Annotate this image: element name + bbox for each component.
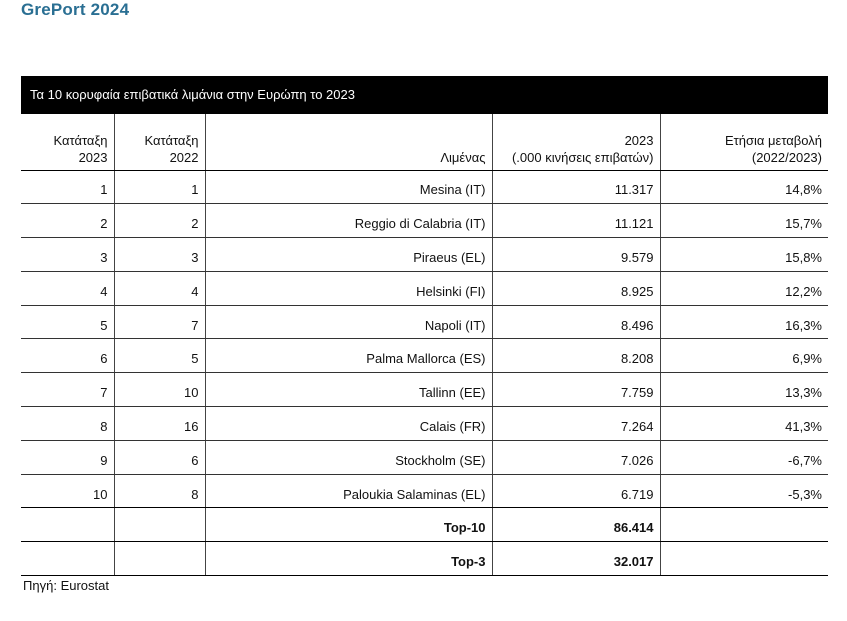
header-port-label: Λιμένας <box>440 149 486 165</box>
cell-change: 15,7% <box>660 204 828 238</box>
cell-rank-2023: 7 <box>21 373 114 407</box>
cell-change: 13,3% <box>660 373 828 407</box>
cell-rank-2023: 10 <box>21 474 114 508</box>
total-empty-cell <box>660 542 828 576</box>
cell-change: 15,8% <box>660 238 828 272</box>
cell-rank-2022: 1 <box>114 170 205 204</box>
cell-change: -6,7% <box>660 440 828 474</box>
total-empty-cell <box>660 508 828 542</box>
cell-volume: 7.759 <box>492 373 660 407</box>
table-row <box>21 305 828 339</box>
total-empty-cell <box>114 508 205 542</box>
cell-rank-2022: 3 <box>114 238 205 272</box>
cell-rank-2023: 3 <box>21 238 114 272</box>
cell-port: Reggio di Calabria (IT) <box>205 204 492 238</box>
cell-volume: 11.121 <box>492 204 660 238</box>
cell-change: 6,9% <box>660 339 828 373</box>
cell-change: 12,2% <box>660 271 828 305</box>
cell-rank-2023: 2 <box>21 204 114 238</box>
cell-port: Tallinn (EE) <box>205 373 492 407</box>
table-title: Τα 10 κορυφαία επιβατικά λιμάνια στην Ευρώπη το 2023 <box>21 76 828 114</box>
cell-rank-2022: 6 <box>114 440 205 474</box>
cell-volume: 7.026 <box>492 440 660 474</box>
table-row <box>21 170 828 204</box>
cell-rank-2022: 8 <box>114 474 205 508</box>
table-row <box>21 440 828 474</box>
header-port <box>205 114 492 170</box>
cell-volume: 6.719 <box>492 474 660 508</box>
table-header-row <box>21 114 828 170</box>
cell-change: -5,3% <box>660 474 828 508</box>
total-label: Top-10 <box>205 508 492 542</box>
total-empty-cell <box>21 542 114 576</box>
table-row <box>21 238 828 272</box>
header-rank-2023 <box>21 114 114 170</box>
cell-port: Stockholm (SE) <box>205 440 492 474</box>
cell-port: Calais (FR) <box>205 407 492 441</box>
cell-volume: 11.317 <box>492 170 660 204</box>
cell-port: Palma Mallorca (ES) <box>205 339 492 373</box>
cell-rank-2023: 9 <box>21 440 114 474</box>
total-volume: 32.017 <box>492 542 660 576</box>
total-row-top3 <box>21 542 828 576</box>
total-empty-cell <box>114 542 205 576</box>
cell-rank-2022: 10 <box>114 373 205 407</box>
header-volume <box>492 114 660 170</box>
cell-rank-2022: 7 <box>114 305 205 339</box>
total-empty-cell <box>21 508 114 542</box>
cell-rank-2023: 5 <box>21 305 114 339</box>
ports-table <box>21 114 828 576</box>
header-change-line2: (2022/2023) <box>751 149 822 165</box>
cell-rank-2023: 8 <box>21 407 114 441</box>
cell-port: Helsinki (FI) <box>205 271 492 305</box>
brand-title: GrePort 2024 <box>21 0 130 19</box>
header-rank-2022 <box>114 114 205 170</box>
total-label: Top-3 <box>205 542 492 576</box>
header-change-line1: Ετήσια μεταβολή <box>724 132 822 148</box>
table-row <box>21 373 828 407</box>
cell-port: Piraeus (EL) <box>205 238 492 272</box>
cell-rank-2022: 4 <box>114 271 205 305</box>
cell-change: 41,3% <box>660 407 828 441</box>
table-row <box>21 204 828 238</box>
cell-volume: 8.208 <box>492 339 660 373</box>
table-row <box>21 271 828 305</box>
header-volume-line2: (.000 κινήσεις επιβατών) <box>511 149 654 165</box>
cell-volume: 9.579 <box>492 238 660 272</box>
cell-rank-2023: 4 <box>21 271 114 305</box>
table-row <box>21 407 828 441</box>
total-volume: 86.414 <box>492 508 660 542</box>
cell-volume: 8.925 <box>492 271 660 305</box>
cell-volume: 8.496 <box>492 305 660 339</box>
cell-rank-2022: 5 <box>114 339 205 373</box>
table-row <box>21 474 828 508</box>
header-change <box>660 114 828 170</box>
header-rank-2022-line1: Κατάταξη <box>144 132 199 148</box>
header-rank-2023-line1: Κατάταξη <box>53 132 108 148</box>
cell-rank-2023: 1 <box>21 170 114 204</box>
header-rank-2023-line2: 2023 <box>78 149 108 165</box>
cell-volume: 7.264 <box>492 407 660 441</box>
cell-rank-2023: 6 <box>21 339 114 373</box>
cell-rank-2022: 16 <box>114 407 205 441</box>
cell-rank-2022: 2 <box>114 204 205 238</box>
cell-port: Paloukia Salaminas (EL) <box>205 474 492 508</box>
cell-change: 14,8% <box>660 170 828 204</box>
header-volume-line1: 2023 <box>624 132 654 148</box>
total-row-top10 <box>21 508 828 542</box>
table-row <box>21 339 828 373</box>
cell-port: Napoli (IT) <box>205 305 492 339</box>
header-rank-2022-line2: 2022 <box>169 149 199 165</box>
source-note: Πηγή: Eurostat <box>23 578 109 593</box>
cell-port: Mesina (IT) <box>205 170 492 204</box>
cell-change: 16,3% <box>660 305 828 339</box>
